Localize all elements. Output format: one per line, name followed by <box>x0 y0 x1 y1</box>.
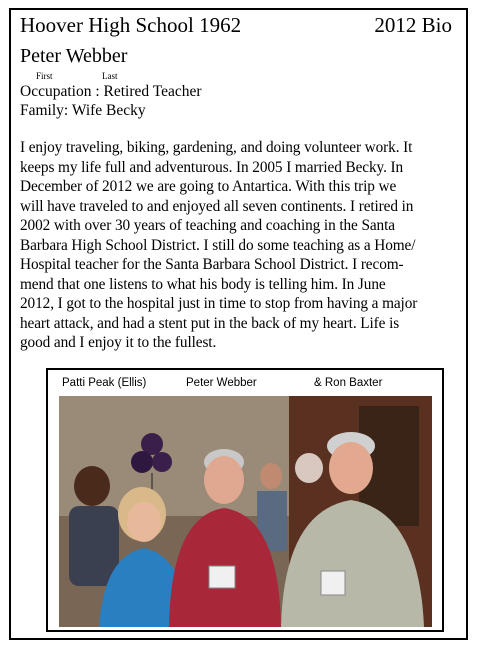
bio-line: 2002 with over 30 years of teaching and coaching in the Santa <box>20 217 395 234</box>
bio-paragraph <box>20 138 465 353</box>
bio-line: 2012, I got to the hospital just in time to stop from having a major <box>20 295 418 312</box>
group-photo-image <box>59 396 432 627</box>
page-title: Hoover High School 1962 <box>20 13 242 37</box>
bio-line: I enjoy traveling, biking, gardening, and doing volunteer work. It <box>20 139 413 156</box>
person-name: Peter Webber <box>20 45 128 67</box>
bio-line: will have traveled to and enjoyed all seven continents. I retired in <box>20 197 414 215</box>
last-name-label: Last <box>102 71 118 81</box>
family-line: Family: Wife Becky <box>20 102 146 119</box>
bio-line: December of 2012 we are going to Antartica. With this trip we <box>20 178 397 195</box>
group-photo <box>59 396 432 627</box>
occupation-line: Occupation : Retired Teacher <box>20 83 202 100</box>
photo-caption-right: & Ron Baxter <box>314 377 383 389</box>
bio-line: Barbara High School District. I still do some teaching as a Home/ <box>20 236 416 254</box>
bio-line: good and I enjoy it to the fullest. <box>20 334 217 351</box>
bio-page <box>9 8 468 640</box>
photo-caption-left: Patti Peak (Ellis) <box>62 377 147 389</box>
bio-line: mend that one listens to what his body is telling him. In June <box>20 275 386 293</box>
bio-line: Hospital teacher for the Santa Barbara School District. I recom- <box>20 256 404 273</box>
bio-line: heart attack, and had a stent put in the back of my heart. Life is <box>20 314 400 332</box>
first-name-label: First <box>36 71 53 81</box>
photo-caption-center: Peter Webber <box>186 377 257 389</box>
bio-year-label: 2012 Bio <box>374 13 452 37</box>
photo-frame <box>46 368 444 632</box>
bio-line: keeps my life full and adventurous. In 2005 I married Becky. In <box>20 158 404 176</box>
